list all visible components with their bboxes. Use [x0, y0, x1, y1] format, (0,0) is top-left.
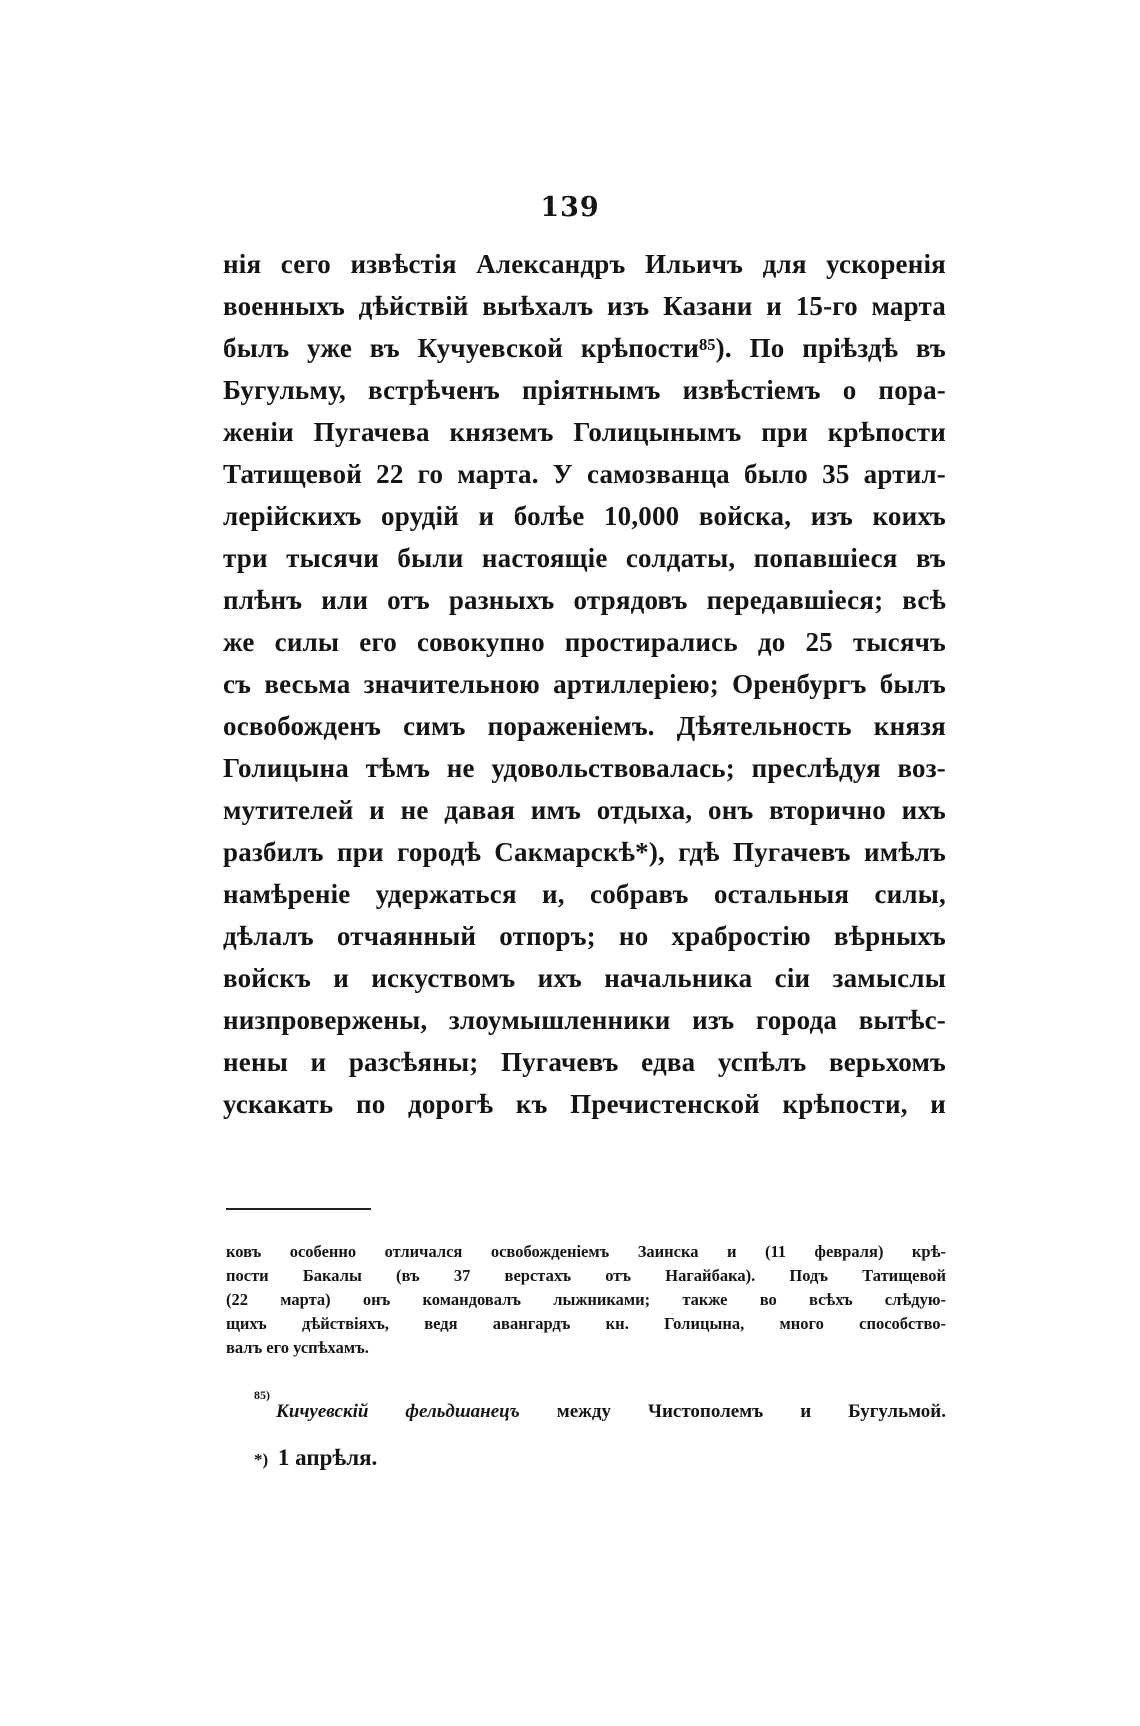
text-line: женіи Пугачева княземъ Голицынымъ при крѣпости: [223, 417, 946, 447]
footnote-star: [254, 1443, 377, 1475]
footnote-italic: Кичуевскій фельдшанецъ: [276, 1401, 520, 1422]
text-line: войскъ и искуствомъ ихъ начальника сіи замыслы: [223, 963, 946, 993]
footnote-rest: между Чистополемъ и Бугульмой.: [519, 1401, 947, 1422]
footnote-85: [254, 1388, 947, 1425]
text-line: же силы его совокупно простирались до 25 тысячъ: [223, 627, 946, 657]
text-line: три тысячи были настоящіе солдаты, попавшіеся въ: [223, 543, 946, 573]
text-line: дѣлалъ отчаянный отпоръ; но храбростію вѣрныхъ: [223, 921, 946, 951]
text-line: плѣнъ или отъ разныхъ отрядовъ передавшіеся; всѣ: [223, 585, 946, 615]
footnote-line: ковъ особенно отличался освобожденіемъ Заинска и (11 февраля) крѣ-: [226, 1242, 946, 1261]
text-line: низпровержены, злоумышленники изъ города вытѣс-: [223, 1005, 946, 1035]
text-line: Татищевой 22 го марта. У самозванца было 35 артил-: [223, 459, 946, 489]
text-line: военныхъ дѣйствій выѣхалъ изъ Казани и 15-го марта: [223, 291, 946, 321]
footnote-line: (22 марта) онъ командовалъ лыжниками; также во всѣхъ слѣдую-: [226, 1290, 946, 1309]
footnote-line: пости Бакалы (въ 37 верстахъ отъ Нагайбака). Подъ Татищевой: [226, 1266, 946, 1285]
footnote-line: щихъ дѣйствіяхъ, ведя авангардъ кн. Голицына, много способство-: [226, 1314, 946, 1333]
text-line: лерійскихъ орудій и болѣе 10,000 войска, изъ коихъ: [223, 501, 946, 531]
footnote-marker: *): [254, 1450, 269, 1469]
footnote-text: 1 апрѣля.: [277, 1445, 378, 1470]
text-line: разбилъ при городѣ Сакмарскѣ*), гдѣ Пугачевъ имѣлъ: [223, 837, 946, 867]
text-line: мутителей и не давая имъ отдыха, онъ вторично ихъ: [223, 795, 946, 825]
page-number: 139: [540, 192, 600, 223]
main-text: [223, 243, 946, 1125]
text-line: съ весьма значительною артиллеріею; Оренбургъ былъ: [223, 669, 946, 699]
text-line: Бугульму, встрѣченъ пріятнымъ извѣстіемъ о пора-: [223, 375, 946, 405]
text-line: освобожденъ симъ пораженіемъ. Дѣятельность князя: [223, 711, 946, 741]
footnote-text: [276, 1399, 946, 1425]
text-line: намѣреніе удержаться и, собравъ остальныя силы,: [223, 879, 946, 909]
text-line: былъ уже въ Кучуевской крѣпости⁸⁵). По пріѣздѣ въ: [223, 333, 946, 363]
footnote-continuation: [226, 1240, 946, 1360]
footnote-line: валъ его успѣхамъ.: [226, 1338, 369, 1357]
footnote-marker: 85): [254, 1388, 270, 1402]
footnote-separator: [226, 1208, 371, 1210]
text-line: Голицына тѣмъ не удовольствовалась; преслѣдуя воз-: [223, 753, 946, 783]
text-line: нія сего извѣстія Александръ Ильичъ для ускоренія: [223, 249, 946, 279]
text-line: нены и разсѣяны; Пугачевъ едва успѣлъ верьхомъ: [223, 1047, 946, 1077]
text-line: ускакать по дорогѣ къ Пречистенской крѣпости, и: [223, 1089, 946, 1119]
